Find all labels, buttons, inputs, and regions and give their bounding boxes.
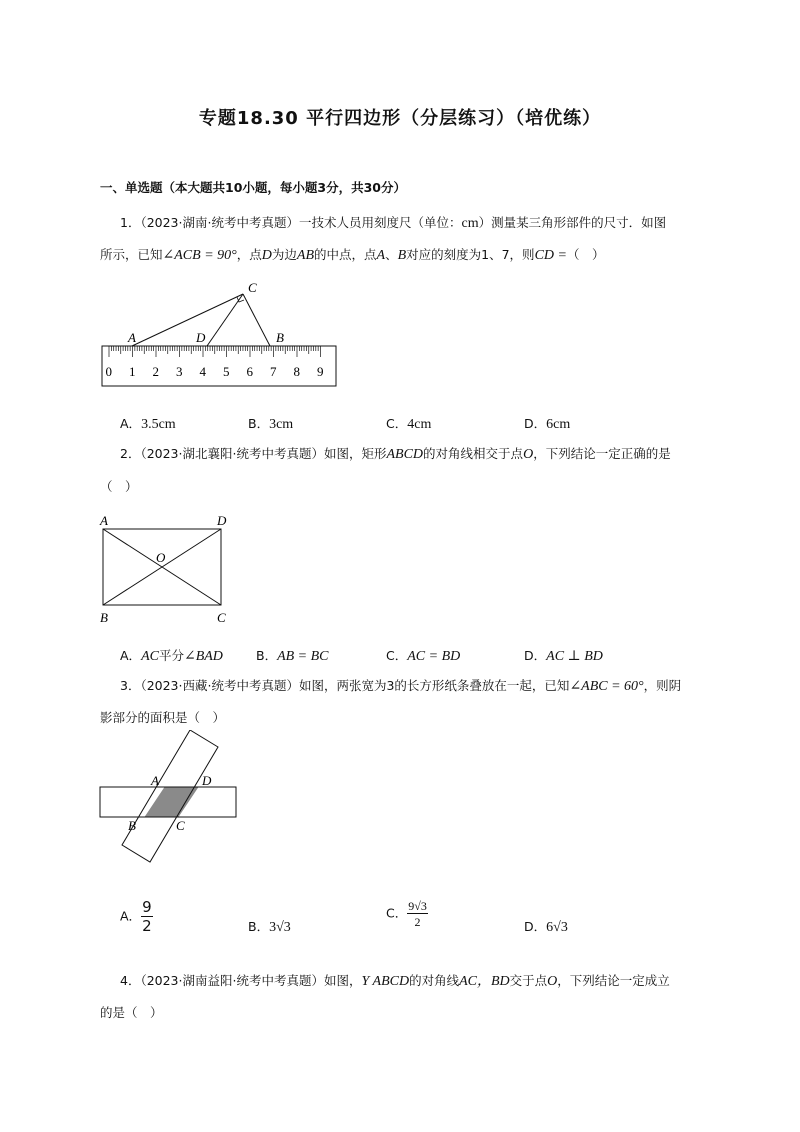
q2-option-d[interactable] — [524, 646, 603, 665]
q2-number: 2． — [120, 446, 141, 461]
ruler-number-7: 7 — [270, 364, 277, 379]
q4-source: （2023·湖南益阳·统考中考真题） — [140, 973, 324, 988]
q2-text-b: 的对角线相交于点 — [423, 446, 524, 461]
q1-text-a: 一技术人员用刻度尺（单位： — [298, 215, 462, 230]
q1-point-b: B — [397, 248, 407, 263]
segment-dc — [207, 294, 243, 346]
option-letter: D． — [524, 648, 547, 663]
option-value: 4cm — [407, 417, 432, 432]
option-fraction — [141, 900, 153, 934]
q4-diagonals: AC，BD — [459, 974, 510, 989]
label-d: D — [217, 513, 227, 528]
q4-line1 — [120, 972, 740, 991]
option-letter: A． — [120, 908, 142, 924]
option-letter: A． — [120, 648, 142, 663]
option-value: 3.5cm — [141, 417, 176, 432]
segment-ac — [132, 294, 243, 346]
option-value: AC = BD — [407, 649, 461, 664]
q3-figure-strips — [96, 730, 246, 866]
q1-angle: ∠ACB = 90° — [162, 248, 237, 263]
option-letter: D． — [524, 919, 547, 934]
q3-text-a: 如图，两张宽为3的长方形纸条叠放在一起，已知 — [298, 678, 570, 693]
q2-line1 — [120, 445, 740, 464]
option-value: 6√3 — [546, 920, 568, 935]
q3-option-a[interactable] — [120, 900, 153, 934]
q2-source: （2023·湖北襄阳·统考中考真题） — [140, 446, 324, 461]
q1-line2 — [100, 246, 720, 265]
ruler-number-8: 8 — [293, 364, 300, 379]
q1-option-d[interactable] — [524, 414, 570, 433]
q3-source: （2023·西藏·统考中考真题） — [140, 678, 299, 693]
ruler-number-5: 5 — [223, 364, 230, 379]
option-letter: D． — [524, 416, 547, 431]
label-b: B — [128, 818, 136, 833]
ruler-number-1: 1 — [129, 364, 136, 379]
q1-option-a[interactable] — [120, 414, 176, 433]
option-value: 6cm — [546, 417, 571, 432]
q1-text-b: ）测量某三角形部件的尺寸．如图 — [478, 215, 667, 230]
label-a: A — [100, 513, 108, 528]
q4-point-o: O — [547, 974, 558, 989]
fraction-denominator: 2 — [142, 917, 152, 935]
q1-figure-ruler-triangle — [96, 278, 346, 390]
ruler-number-6: 6 — [246, 364, 253, 379]
q3-option-d[interactable] — [524, 917, 568, 936]
option-letter: C． — [386, 416, 408, 431]
q4-parallelogram-name: Y ABCD — [361, 974, 410, 989]
fraction-denominator: 2 — [414, 915, 421, 929]
q2-point-o: O — [523, 447, 534, 462]
segment-bc — [243, 294, 270, 346]
ruler-number-9: 9 — [317, 364, 324, 379]
option-letter: C． — [386, 648, 408, 663]
q1-cd: CD = — [534, 248, 567, 263]
q4-line2: 的是（ ） — [100, 1005, 163, 1020]
q3-angle: ∠ABC = 60° — [569, 679, 644, 694]
q1-option-b[interactable] — [248, 414, 293, 433]
q1-line1 — [120, 214, 740, 233]
option-letter: C． — [386, 905, 408, 921]
label-a: A — [151, 773, 159, 788]
label-c: C — [217, 610, 226, 625]
ruler-number-3: 3 — [176, 364, 183, 379]
q1-line2-d: 的中点，点 — [314, 247, 377, 262]
option-value-text: 平分 — [158, 648, 184, 663]
shaded-parallelogram — [145, 787, 199, 817]
q4-number: 4． — [120, 973, 141, 988]
page-title: 专题18.30 平行四边形（分层练习）（培优练） — [198, 108, 602, 129]
label-o: O — [156, 550, 166, 565]
q1-segment-ab: AB — [296, 248, 314, 263]
option-letter: A． — [120, 416, 142, 431]
label-b: B — [100, 610, 108, 625]
label-d: D — [196, 330, 206, 345]
ruler-body — [102, 346, 336, 386]
q1-line2-c: 为边 — [271, 247, 297, 262]
q4-text-b: 的对角线 — [409, 973, 460, 988]
option-value: AB = BC — [277, 649, 329, 664]
label-b: B — [276, 330, 284, 345]
option-value: AC — [141, 649, 159, 664]
q3-option-c[interactable] — [386, 900, 428, 928]
ruler-ticks — [109, 346, 321, 357]
q1-point-a: A — [376, 248, 386, 263]
q3-option-b[interactable] — [248, 917, 291, 936]
fraction-numerator: 9√3 — [408, 899, 427, 913]
q4-text-d: ，下列结论一定成立 — [557, 973, 670, 988]
q2-figure-rectangle — [96, 510, 246, 628]
q2-option-a[interactable] — [120, 646, 223, 665]
label-c: C — [176, 818, 185, 833]
q3-text-b: ，则阴 — [643, 678, 682, 693]
q1-point-d: D — [261, 248, 272, 263]
q2-option-b[interactable] — [256, 646, 329, 665]
q2-rect-name: ABCD — [386, 447, 424, 462]
q1-source: （2023·湖南·统考中考真题） — [140, 215, 299, 230]
option-letter: B． — [248, 416, 270, 431]
ruler-number-4: 4 — [199, 364, 206, 379]
q3-line1 — [120, 677, 740, 696]
label-a: A — [128, 330, 136, 345]
q2-text-a: 如图，矩形 — [323, 446, 387, 461]
q1-line2-e: 对应的刻度为1、7，则 — [406, 247, 535, 262]
ruler-number-0: 0 — [105, 364, 112, 379]
ruler-number-2: 2 — [152, 364, 159, 379]
q1-bracket: （ ） — [566, 247, 605, 262]
option-value: 3cm — [269, 417, 294, 432]
q3-number: 3． — [120, 678, 141, 693]
option-value: 3√3 — [269, 920, 291, 935]
fraction-numerator: 9 — [142, 898, 152, 916]
q4-text-c: 交于点 — [509, 973, 548, 988]
option-letter: B． — [248, 919, 270, 934]
section-heading: 一、单选题（本大题共10小题，每小题3分，共30分） — [100, 180, 406, 195]
label-c: C — [248, 280, 257, 295]
q1-line2-a: 所示，已知 — [100, 247, 163, 262]
option-value: AC ⊥ BD — [546, 649, 603, 664]
q2-option-c[interactable] — [386, 646, 460, 665]
q3-line2: 影部分的面积是（ ） — [100, 710, 226, 725]
q1-option-c[interactable] — [386, 414, 431, 433]
ruler-numbers — [106, 364, 324, 379]
option-fraction — [407, 900, 428, 928]
option-letter: B． — [256, 648, 278, 663]
q1-number: 1． — [120, 215, 141, 230]
q2-text-c: ，下列结论一定正确的是 — [533, 446, 671, 461]
label-d: D — [202, 773, 212, 788]
q4-text-a: 如图， — [323, 973, 362, 988]
q1-sep: 、 — [385, 247, 398, 262]
q2-line2: （ ） — [100, 479, 138, 494]
q1-line2-b: ，点 — [236, 247, 262, 262]
option-value-2: ∠BAD — [183, 649, 223, 664]
q1-unit: cm — [461, 216, 479, 231]
